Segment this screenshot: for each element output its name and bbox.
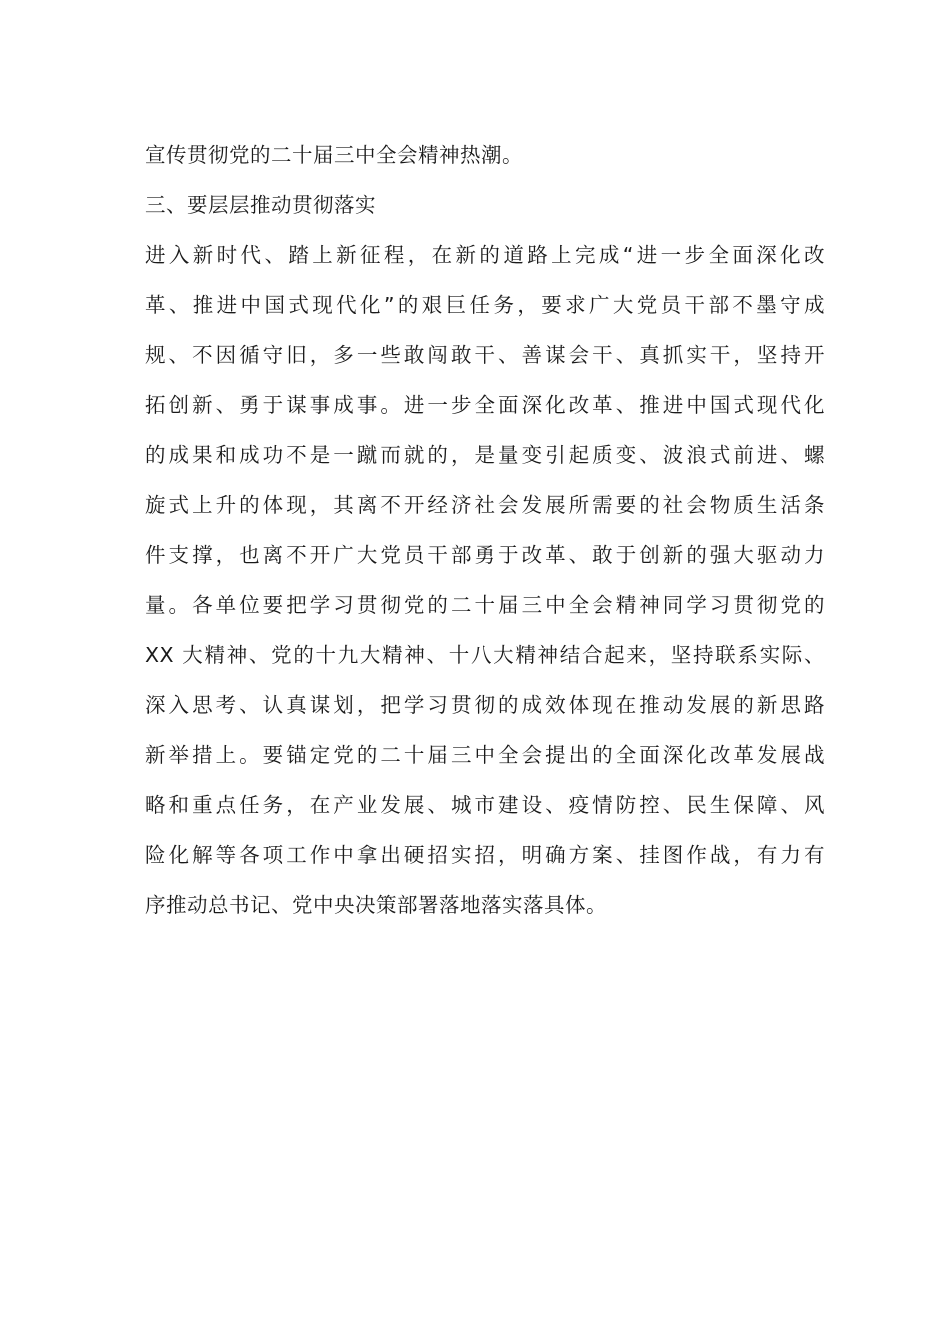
paragraph-line: 旋式上升的体现，其离不开经济社会发展所需要的社会物质生活条 bbox=[145, 493, 825, 517]
paragraph-line: 险化解等各项工作中拿出硬招实招，明确方案、挂图作战，有力有 bbox=[145, 843, 825, 867]
paragraph-line: 深入思考、认真谋划，把学习贯彻的成效体现在推动发展的新思路 bbox=[145, 693, 825, 717]
body-text bbox=[145, 130, 825, 930]
paragraph-line: 进入新时代、踏上新征程，在新的道路上完成“进一步全面深化改 bbox=[145, 243, 825, 267]
paragraph-line: 宣传贯彻党的二十届三中全会精神热潮。 bbox=[145, 143, 523, 167]
paragraph-line: 拓创新、勇于谋事成事。进一步全面深化改革、推进中国式现代化 bbox=[145, 393, 825, 417]
paragraph-line: 规、不因循守旧，多一些敢闯敢干、善谋会干、真抓实干，坚持开 bbox=[145, 343, 825, 367]
paragraph-line: 新举措上。要锚定党的二十届三中全会提出的全面深化改革发展战 bbox=[145, 743, 825, 767]
paragraph-line: 的成果和成功不是一蹴而就的，是量变引起质变、波浪式前进、螺 bbox=[145, 443, 825, 467]
paragraph-line: 革、推进中国式现代化”的艰巨任务，要求广大党员干部不墨守成 bbox=[145, 293, 825, 317]
paragraph-line: XX 大精神、党的十九大精神、十八大精神结合起来，坚持联系实际、 bbox=[145, 643, 825, 667]
paragraph-line: 序推动总书记、党中央决策部署落地落实落具体。 bbox=[145, 893, 607, 917]
paragraph-line: 量。各单位要把学习贯彻党的二十届三中全会精神同学习贯彻党的 bbox=[145, 593, 825, 617]
paragraph-line: 略和重点任务，在产业发展、城市建设、疫情防控、民生保障、风 bbox=[145, 793, 825, 817]
paragraph-line: 件支撑，也离不开广大党员干部勇于改革、敢于创新的强大驱动力 bbox=[145, 543, 825, 567]
section-heading: 三、要层层推动贯彻落实 bbox=[145, 193, 376, 217]
